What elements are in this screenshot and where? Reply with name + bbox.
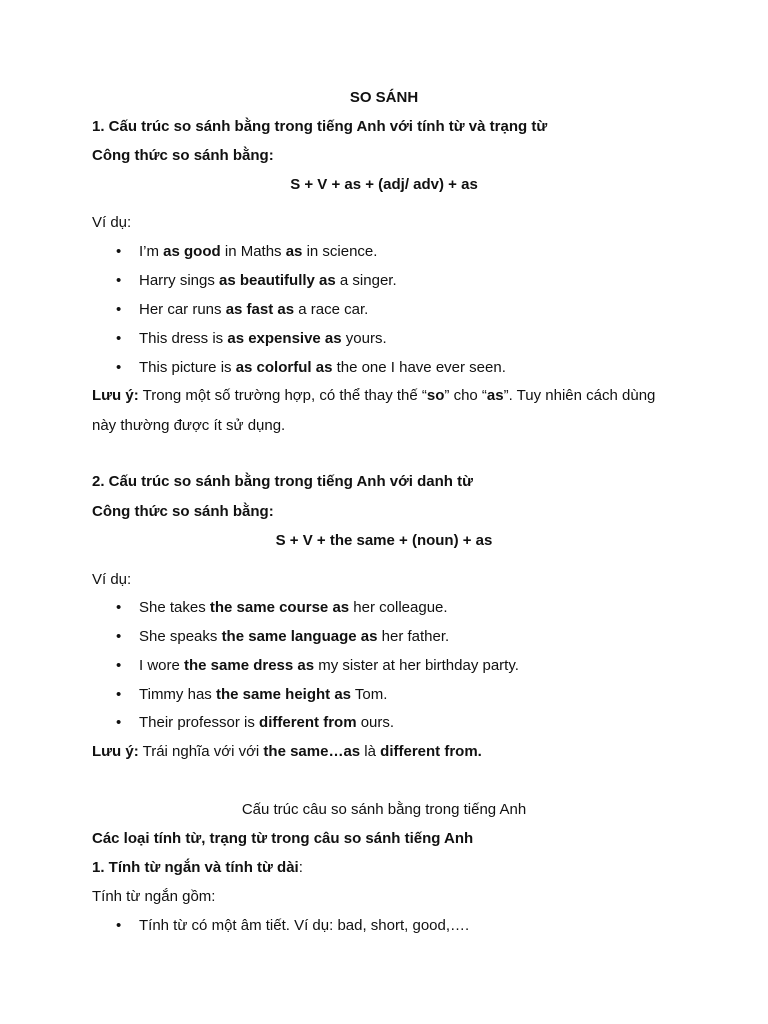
section3-subheading: 1. Tính từ ngắn và tính từ dài: (92, 859, 303, 876)
bullet-icon: • (116, 628, 122, 645)
list-item: Tính từ có một âm tiết. Ví dụ: bad, short, good,…. (139, 917, 470, 934)
section3-label: Tính từ ngắn gồm: (92, 888, 216, 905)
bullet-icon: • (116, 272, 122, 289)
image-caption: Cấu trúc câu so sánh bằng trong tiếng Anh (241, 801, 527, 818)
bullet-icon: • (116, 686, 122, 703)
section2-formula-label: Công thức so sánh bằng: (92, 503, 274, 520)
section2-formula: S + V + the same + (noun) + as (275, 532, 493, 549)
list-item: I wore the same dress as my sister at her birthday party. (139, 657, 519, 674)
document-title: SO SÁNH (349, 89, 419, 106)
list-item: She takes the same course as her colleague. (139, 599, 448, 616)
list-item: She speaks the same language as her father. (139, 628, 450, 645)
bullet-icon: • (116, 917, 122, 934)
bullet-icon: • (116, 301, 122, 318)
section1-example-label: Ví dụ: (92, 214, 132, 231)
list-item: This dress is as expensive as yours. (139, 330, 387, 347)
bullet-icon: • (116, 657, 122, 674)
section2-note: Lưu ý: Trái nghĩa với với the same…as là different from. (92, 743, 482, 760)
bullet-icon: • (116, 330, 122, 347)
bullet-icon: • (116, 359, 122, 376)
list-item: This picture is as colorful as the one I have ever seen. (139, 359, 506, 376)
section1-note-continued: này thường được ít sử dụng. (92, 417, 286, 434)
section1-heading: 1. Cấu trúc so sánh bằng trong tiếng Anh với tính từ và trạng từ (92, 118, 548, 135)
list-item: Their professor is different from ours. (139, 714, 395, 731)
section1-formula-label: Công thức so sánh bằng: (92, 147, 274, 164)
list-item: Her car runs as fast as a race car. (139, 301, 369, 318)
bullet-icon: • (116, 714, 122, 731)
section2-heading: 2. Cấu trúc so sánh bằng trong tiếng Anh với danh từ (92, 473, 473, 490)
section1-note: Lưu ý: Trong một số trường hợp, có thể thay thế “so” cho “as”. Tuy nhiên cách dùng (92, 387, 656, 404)
list-item: I’m as good in Maths as in science. (139, 243, 378, 260)
section3-heading: Các loại tính từ, trạng từ trong câu so sánh tiếng Anh (92, 830, 474, 847)
section1-formula: S + V + as + (adj/ adv) + as (290, 176, 478, 193)
bullet-icon: • (116, 243, 122, 260)
section2-example-label: Ví dụ: (92, 571, 132, 588)
list-item: Timmy has the same height as Tom. (139, 686, 388, 703)
list-item: Harry sings as beautifully as a singer. (139, 272, 397, 289)
bullet-icon: • (116, 599, 122, 616)
